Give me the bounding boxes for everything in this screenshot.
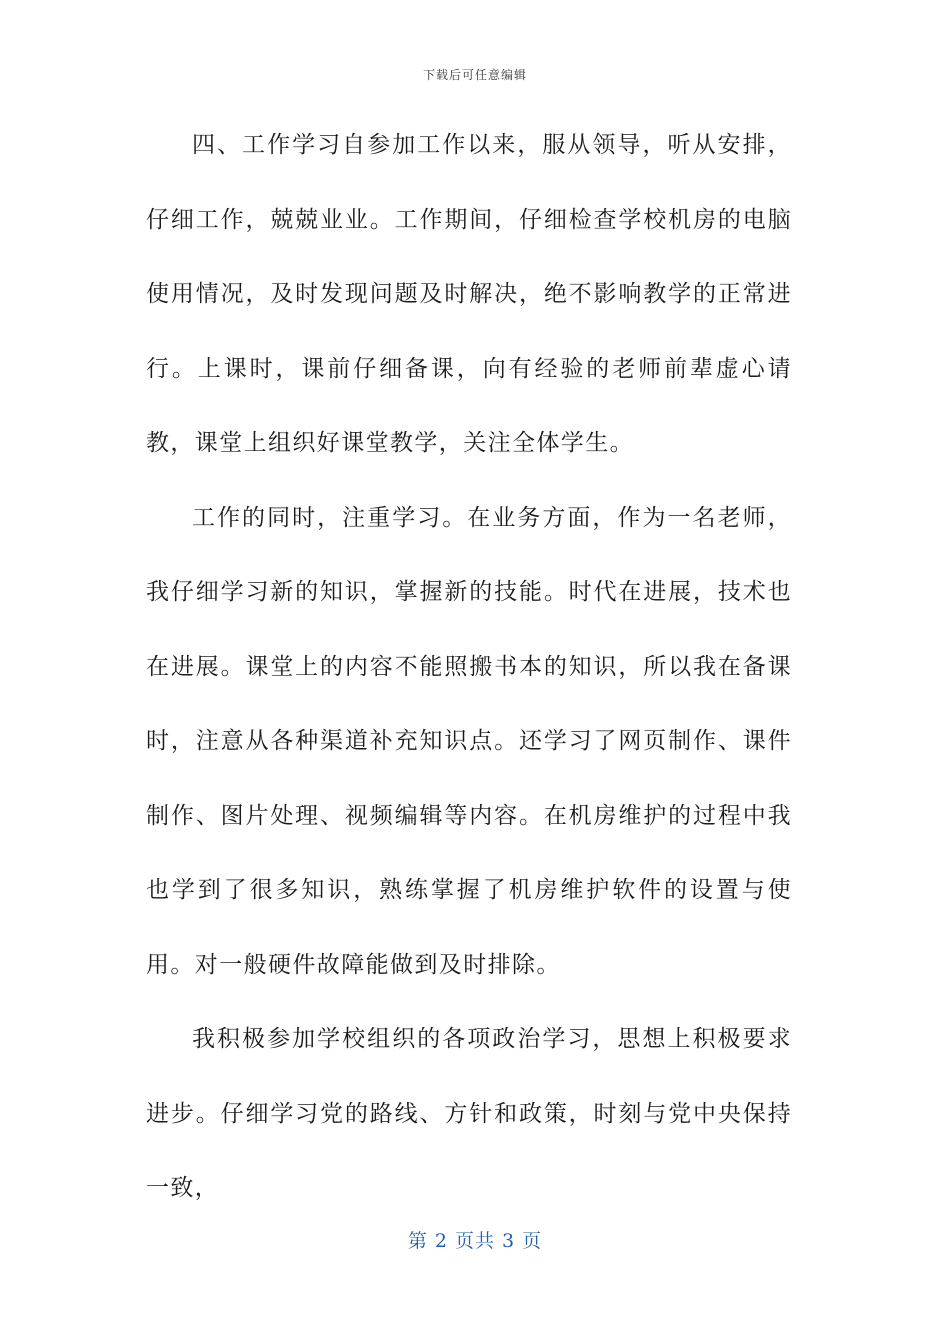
paragraph-learning: 工作的同时，注重学习。在业务方面，作为一名老师，我仔细学习新的知识，掌握新的技能。时代在进展，技术也在进展。课堂上的内容不能照搬书本的知识，所以我在备课时，注意从各种渠道补充知识点。还学习了网页制作、课件制作、图片处理、视频编辑等内容。在机房维护的过程中我也学到了很多知识，熟练掌握了机房维护软件的设置与使用。对一般硬件故障能做到及时排除。 bbox=[146, 504, 792, 978]
page-number-label: 第 2 页共 3 页 bbox=[407, 1230, 543, 1252]
document-body bbox=[146, 108, 792, 1226]
page-header: 下载后可任意编辑 bbox=[422, 68, 527, 82]
paragraph-political-study: 我积极参加学校组织的各项政治学习，思想上积极要求进步。仔细学习党的路线、方针和政策，时刻与党中央保持一致， bbox=[146, 1026, 792, 1201]
paragraph-work-study: 四、工作学习自参加工作以来，服从领导，听从安排，仔细工作，兢兢业业。工作期间，仔细检查学校机房的电脑使用情况，及时发现问题及时解决，绝不影响教学的正常进行。上课时，课前仔细备课，向有经验的老师前辈虚心请教，课堂上组织好课堂教学，关注全体学生。 bbox=[146, 132, 792, 456]
page-footer bbox=[0, 1226, 950, 1253]
